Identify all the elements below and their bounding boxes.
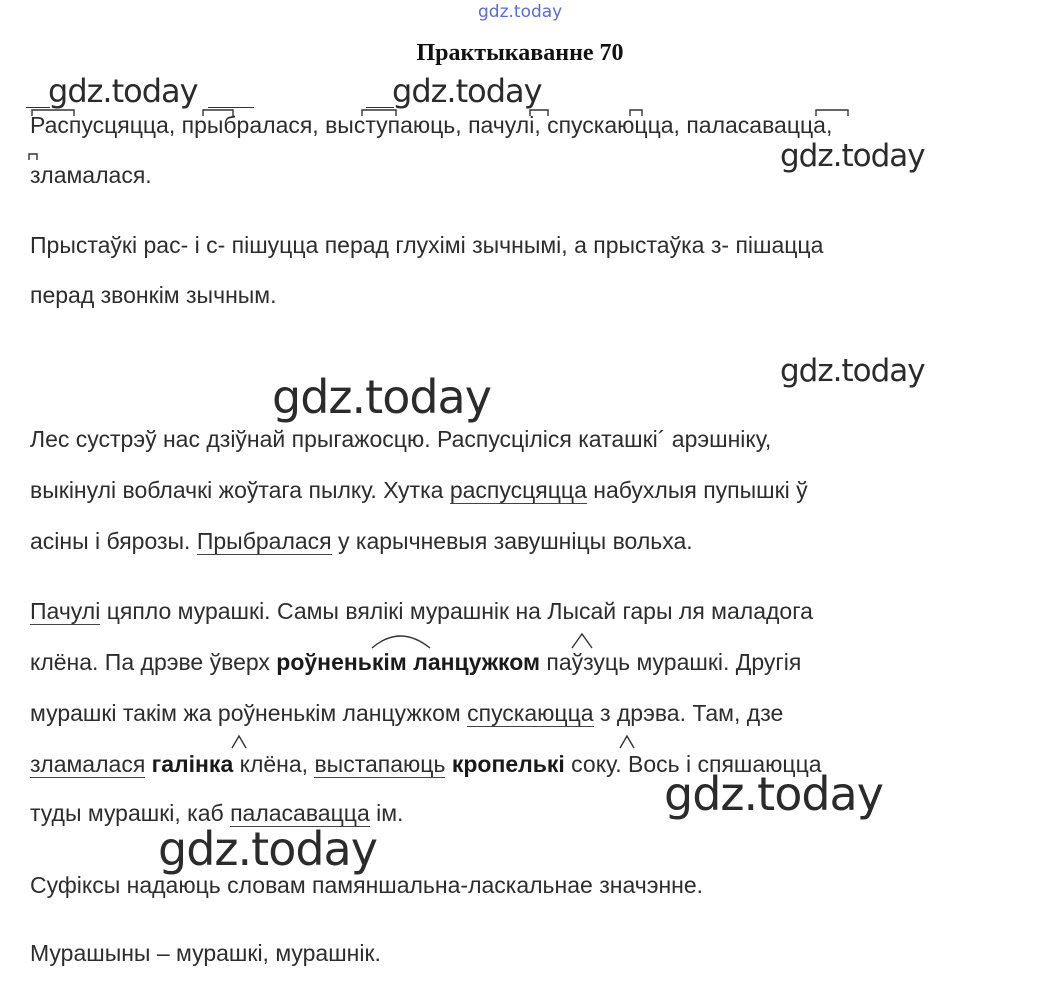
bold-word: галінка (151, 751, 234, 777)
text-fragment: цяпло мурашкі. Самы вялікі мурашнік на Лысай гары ля маладога (100, 598, 813, 624)
text-fragment: туды мурашкі, каб (30, 800, 231, 826)
bold-word: кропелькі (451, 751, 565, 777)
text-fragment: клёна, (233, 751, 315, 777)
text-line (30, 477, 808, 504)
text-fragment: клёна. Па дрэве ўверх (30, 649, 277, 675)
underlined-word: паласавацца (230, 800, 370, 826)
watermark: gdz.today (780, 138, 925, 174)
rule-line-1: Прыстаўкі рас- і с- пішуцца перад глухімі зычнымі, а прыстаўка з- пішацца (30, 232, 824, 258)
examples-line: Мурашыны – мурашкі, мурашнік. (30, 940, 381, 966)
conclusion-line: Суфіксы надаюць словам памяншальна-ласкальнае значэнне. (30, 872, 704, 898)
watermark: gdz.today (272, 370, 491, 424)
text-line (30, 751, 822, 778)
text-fragment: выкінулі воблачкі жоўтага пылку. Хутка (30, 477, 450, 503)
underlined-word: спускаюцца (467, 700, 594, 726)
text-fragment: у карычневыя завушніцы вольха. (331, 528, 693, 554)
text-fragment: ім. (369, 800, 404, 826)
text-fragment: паўзуць мурашкі. Другія (540, 649, 802, 675)
watermark: gdz.today (664, 767, 883, 821)
text-fragment: асіны і бярозы. (30, 528, 197, 554)
word-list-line-2: зламалася. (30, 162, 152, 188)
watermark: gdz.today (780, 353, 925, 389)
underlined-word: Прыбралася (196, 528, 332, 554)
watermark: gdz.today (48, 72, 198, 110)
bold-phrase: роўненькім ланцужком (276, 649, 540, 675)
watermark: gdz.today (392, 72, 542, 110)
page-title: Практыкаванне 70 (416, 40, 624, 66)
rule-line-2: перад звонкім зычным. (30, 282, 277, 308)
text-fragment: набухлыя пупышкі ў (586, 477, 808, 503)
text-line: Лес сустрэў нас дзіўнай прыгажосцю. Распусціліся каташкі´ арэшніку, (30, 426, 772, 452)
text-line (30, 528, 693, 555)
word-list-line-1: Распусцяцца, прыбралася, выступаюць, пачулі, спускаюцца, паласавацца, (30, 112, 833, 138)
text-line (30, 700, 783, 727)
underlined-word: выстапаюць (314, 751, 446, 777)
text-fragment: соку. Вось і спяшаюцца (564, 751, 822, 777)
watermark-top: gdz.today (478, 2, 563, 22)
text-line (30, 649, 801, 676)
watermark: gdz.today (158, 822, 377, 876)
text-line (30, 598, 813, 625)
text-fragment: мурашкі такім жа роўненькім ланцужком (30, 700, 468, 726)
underlined-word: зламалася (30, 751, 146, 777)
text-fragment: з дрэва. Там, дзе (593, 700, 784, 726)
underlined-word: распусцяцца (449, 477, 587, 503)
text-line (30, 800, 403, 827)
underlined-word: Пачулі (30, 598, 101, 624)
